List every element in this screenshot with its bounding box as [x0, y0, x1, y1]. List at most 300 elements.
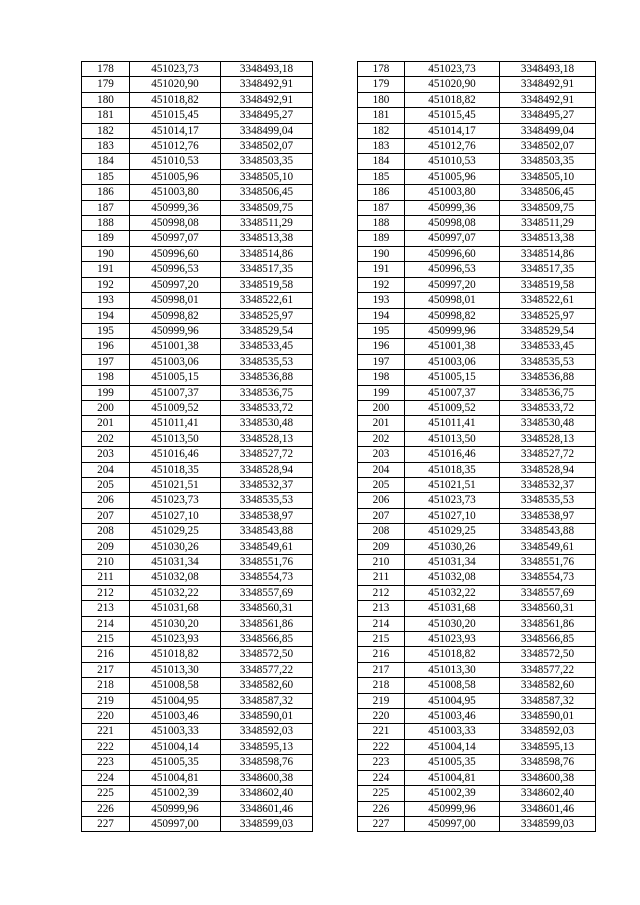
table-row	[82, 693, 596, 708]
column-gap	[313, 293, 358, 308]
right-x-coordinate-cell: 451005,35	[405, 755, 500, 770]
table-row	[82, 400, 596, 415]
left-y-coordinate-cell: 3348532,37	[221, 477, 313, 492]
left-x-coordinate-cell: 450999,36	[130, 200, 221, 215]
right-y-coordinate-cell: 3348505,10	[500, 169, 596, 184]
column-gap	[313, 632, 358, 647]
right-point-number-cell: 179	[358, 77, 405, 92]
left-point-number-cell: 201	[82, 416, 130, 431]
left-y-coordinate-cell: 3348505,10	[221, 169, 313, 184]
left-x-coordinate-cell: 451023,93	[130, 632, 221, 647]
right-y-coordinate-cell: 3348495,27	[500, 108, 596, 123]
column-gap	[313, 354, 358, 369]
right-point-number-cell: 200	[358, 400, 405, 415]
left-x-coordinate-cell: 451031,34	[130, 555, 221, 570]
left-y-coordinate-cell: 3348582,60	[221, 678, 313, 693]
column-gap	[313, 647, 358, 662]
left-point-number-cell: 222	[82, 739, 130, 754]
left-y-coordinate-cell: 3348495,27	[221, 108, 313, 123]
right-point-number-cell: 196	[358, 339, 405, 354]
table-row	[82, 477, 596, 492]
right-x-coordinate-cell: 451012,76	[405, 139, 500, 154]
table-row	[82, 216, 596, 231]
column-gap	[313, 585, 358, 600]
left-x-coordinate-cell: 451018,35	[130, 462, 221, 477]
left-x-coordinate-cell: 451013,50	[130, 431, 221, 446]
left-y-coordinate-cell: 3348502,07	[221, 139, 313, 154]
right-point-number-cell: 189	[358, 231, 405, 246]
column-gap	[313, 108, 358, 123]
left-point-number-cell: 194	[82, 308, 130, 323]
table-row	[82, 139, 596, 154]
left-y-coordinate-cell: 3348533,45	[221, 339, 313, 354]
column-gap	[313, 246, 358, 261]
right-x-coordinate-cell: 451032,22	[405, 585, 500, 600]
table-row	[82, 647, 596, 662]
right-y-coordinate-cell: 3348522,61	[500, 293, 596, 308]
right-y-coordinate-cell: 3348554,73	[500, 570, 596, 585]
right-point-number-cell: 220	[358, 709, 405, 724]
column-gap	[313, 477, 358, 492]
table-row	[82, 77, 596, 92]
left-x-coordinate-cell: 451003,06	[130, 354, 221, 369]
left-x-coordinate-cell: 451004,81	[130, 770, 221, 785]
table-row	[82, 246, 596, 261]
right-point-number-cell: 211	[358, 570, 405, 585]
right-point-number-cell: 213	[358, 601, 405, 616]
left-y-coordinate-cell: 3348577,22	[221, 662, 313, 677]
table-row	[82, 770, 596, 785]
left-x-coordinate-cell: 451030,20	[130, 616, 221, 631]
left-y-coordinate-cell: 3348557,69	[221, 585, 313, 600]
right-x-coordinate-cell: 451018,82	[405, 92, 500, 107]
right-point-number-cell: 210	[358, 555, 405, 570]
left-y-coordinate-cell: 3348493,18	[221, 62, 313, 77]
right-x-coordinate-cell: 451010,53	[405, 154, 500, 169]
column-gap	[313, 555, 358, 570]
right-point-number-cell: 180	[358, 92, 405, 107]
left-x-coordinate-cell: 451032,08	[130, 570, 221, 585]
left-x-coordinate-cell: 451003,80	[130, 185, 221, 200]
left-point-number-cell: 184	[82, 154, 130, 169]
left-y-coordinate-cell: 3348519,58	[221, 277, 313, 292]
right-y-coordinate-cell: 3348535,53	[500, 493, 596, 508]
column-gap	[313, 92, 358, 107]
left-point-number-cell: 214	[82, 616, 130, 631]
table-row	[82, 447, 596, 462]
left-x-coordinate-cell: 451010,53	[130, 154, 221, 169]
table-row	[82, 462, 596, 477]
right-point-number-cell: 218	[358, 678, 405, 693]
right-x-coordinate-cell: 451018,82	[405, 647, 500, 662]
left-x-coordinate-cell: 451015,45	[130, 108, 221, 123]
right-x-coordinate-cell: 451011,41	[405, 416, 500, 431]
right-point-number-cell: 225	[358, 786, 405, 801]
table-row	[82, 601, 596, 616]
right-point-number-cell: 186	[358, 185, 405, 200]
right-y-coordinate-cell: 3348538,97	[500, 508, 596, 523]
right-x-coordinate-cell: 451016,46	[405, 447, 500, 462]
right-y-coordinate-cell: 3348527,72	[500, 447, 596, 462]
right-y-coordinate-cell: 3348560,31	[500, 601, 596, 616]
right-x-coordinate-cell: 451001,38	[405, 339, 500, 354]
right-point-number-cell: 222	[358, 739, 405, 754]
right-point-number-cell: 201	[358, 416, 405, 431]
left-point-number-cell: 212	[82, 585, 130, 600]
right-point-number-cell: 183	[358, 139, 405, 154]
table-row	[82, 616, 596, 631]
right-point-number-cell: 197	[358, 354, 405, 369]
right-y-coordinate-cell: 3348506,45	[500, 185, 596, 200]
left-y-coordinate-cell: 3348492,91	[221, 77, 313, 92]
right-x-coordinate-cell: 451023,73	[405, 493, 500, 508]
column-gap	[313, 693, 358, 708]
right-x-coordinate-cell: 451002,39	[405, 786, 500, 801]
left-point-number-cell: 209	[82, 539, 130, 554]
right-x-coordinate-cell: 451003,33	[405, 724, 500, 739]
left-point-number-cell: 216	[82, 647, 130, 662]
right-x-coordinate-cell: 451005,15	[405, 370, 500, 385]
table-row	[82, 724, 596, 739]
left-point-number-cell: 178	[82, 62, 130, 77]
left-y-coordinate-cell: 3348522,61	[221, 293, 313, 308]
left-y-coordinate-cell: 3348509,75	[221, 200, 313, 215]
left-y-coordinate-cell: 3348506,45	[221, 185, 313, 200]
right-x-coordinate-cell: 450998,82	[405, 308, 500, 323]
right-y-coordinate-cell: 3348601,46	[500, 801, 596, 816]
right-x-coordinate-cell: 451005,96	[405, 169, 500, 184]
table-row	[82, 755, 596, 770]
coordinate-table-page	[81, 61, 595, 832]
left-point-number-cell: 192	[82, 277, 130, 292]
left-y-coordinate-cell: 3348511,29	[221, 216, 313, 231]
table-row	[82, 339, 596, 354]
table-row	[82, 632, 596, 647]
right-y-coordinate-cell: 3348599,03	[500, 816, 596, 831]
right-x-coordinate-cell: 451008,58	[405, 678, 500, 693]
left-x-coordinate-cell: 451005,35	[130, 755, 221, 770]
right-x-coordinate-cell: 451030,26	[405, 539, 500, 554]
right-y-coordinate-cell: 3348532,37	[500, 477, 596, 492]
column-gap	[313, 200, 358, 215]
right-point-number-cell: 204	[358, 462, 405, 477]
column-gap	[313, 416, 358, 431]
table-row	[82, 570, 596, 585]
right-y-coordinate-cell: 3348533,72	[500, 400, 596, 415]
table-row	[82, 416, 596, 431]
left-x-coordinate-cell: 451012,76	[130, 139, 221, 154]
column-gap	[313, 616, 358, 631]
left-point-number-cell: 191	[82, 262, 130, 277]
left-point-number-cell: 196	[82, 339, 130, 354]
left-y-coordinate-cell: 3348527,72	[221, 447, 313, 462]
left-point-number-cell: 208	[82, 524, 130, 539]
right-y-coordinate-cell: 3348533,45	[500, 339, 596, 354]
right-y-coordinate-cell: 3348517,35	[500, 262, 596, 277]
left-point-number-cell: 203	[82, 447, 130, 462]
right-y-coordinate-cell: 3348536,88	[500, 370, 596, 385]
column-gap	[313, 786, 358, 801]
left-y-coordinate-cell: 3348595,13	[221, 739, 313, 754]
right-x-coordinate-cell: 450999,36	[405, 200, 500, 215]
right-y-coordinate-cell: 3348557,69	[500, 585, 596, 600]
column-gap	[313, 770, 358, 785]
right-point-number-cell: 191	[358, 262, 405, 277]
left-point-number-cell: 219	[82, 693, 130, 708]
right-y-coordinate-cell: 3348493,18	[500, 62, 596, 77]
left-x-coordinate-cell: 451008,58	[130, 678, 221, 693]
right-y-coordinate-cell: 3348502,07	[500, 139, 596, 154]
column-gap	[313, 262, 358, 277]
table-row	[82, 786, 596, 801]
right-y-coordinate-cell: 3348577,22	[500, 662, 596, 677]
right-point-number-cell: 181	[358, 108, 405, 123]
right-x-coordinate-cell: 451030,20	[405, 616, 500, 631]
table-row	[82, 92, 596, 107]
column-gap	[313, 154, 358, 169]
table-row	[82, 739, 596, 754]
right-y-coordinate-cell: 3348514,86	[500, 246, 596, 261]
right-x-coordinate-cell: 450997,00	[405, 816, 500, 831]
left-x-coordinate-cell: 451027,10	[130, 508, 221, 523]
right-x-coordinate-cell: 450996,60	[405, 246, 500, 261]
table-row	[82, 293, 596, 308]
table-row	[82, 385, 596, 400]
table-row	[82, 370, 596, 385]
left-y-coordinate-cell: 3348529,54	[221, 323, 313, 338]
right-x-coordinate-cell: 451015,45	[405, 108, 500, 123]
left-x-coordinate-cell: 451013,30	[130, 662, 221, 677]
right-y-coordinate-cell: 3348549,61	[500, 539, 596, 554]
right-y-coordinate-cell: 3348572,50	[500, 647, 596, 662]
left-y-coordinate-cell: 3348566,85	[221, 632, 313, 647]
table-row	[82, 308, 596, 323]
left-x-coordinate-cell: 451011,41	[130, 416, 221, 431]
left-y-coordinate-cell: 3348554,73	[221, 570, 313, 585]
right-x-coordinate-cell: 450998,01	[405, 293, 500, 308]
column-gap	[313, 493, 358, 508]
left-point-number-cell: 215	[82, 632, 130, 647]
column-gap	[313, 277, 358, 292]
right-x-coordinate-cell: 450999,96	[405, 801, 500, 816]
right-point-number-cell: 185	[358, 169, 405, 184]
right-point-number-cell: 214	[358, 616, 405, 631]
right-x-coordinate-cell: 451023,73	[405, 62, 500, 77]
left-x-coordinate-cell: 450997,00	[130, 816, 221, 831]
left-point-number-cell: 195	[82, 323, 130, 338]
right-x-coordinate-cell: 450996,53	[405, 262, 500, 277]
column-gap	[313, 816, 358, 831]
left-point-number-cell: 197	[82, 354, 130, 369]
right-point-number-cell: 212	[358, 585, 405, 600]
right-y-coordinate-cell: 3348602,40	[500, 786, 596, 801]
left-x-coordinate-cell: 451029,25	[130, 524, 221, 539]
left-y-coordinate-cell: 3348499,04	[221, 123, 313, 138]
table-row	[82, 493, 596, 508]
table-row	[82, 508, 596, 523]
left-y-coordinate-cell: 3348530,48	[221, 416, 313, 431]
table-row	[82, 524, 596, 539]
right-y-coordinate-cell: 3348492,91	[500, 92, 596, 107]
left-y-coordinate-cell: 3348601,46	[221, 801, 313, 816]
right-x-coordinate-cell: 451003,06	[405, 354, 500, 369]
left-x-coordinate-cell: 450999,96	[130, 323, 221, 338]
column-gap	[313, 370, 358, 385]
left-y-coordinate-cell: 3348572,50	[221, 647, 313, 662]
column-gap	[313, 308, 358, 323]
column-gap	[313, 662, 358, 677]
right-y-coordinate-cell: 3348582,60	[500, 678, 596, 693]
right-y-coordinate-cell: 3348528,13	[500, 431, 596, 446]
right-point-number-cell: 215	[358, 632, 405, 647]
left-x-coordinate-cell: 451003,46	[130, 709, 221, 724]
left-y-coordinate-cell: 3348590,01	[221, 709, 313, 724]
left-point-number-cell: 183	[82, 139, 130, 154]
column-gap	[313, 447, 358, 462]
left-x-coordinate-cell: 451014,17	[130, 123, 221, 138]
table-row	[82, 154, 596, 169]
right-point-number-cell: 216	[358, 647, 405, 662]
right-point-number-cell: 227	[358, 816, 405, 831]
column-gap	[313, 139, 358, 154]
column-gap	[313, 601, 358, 616]
left-point-number-cell: 190	[82, 246, 130, 261]
right-y-coordinate-cell: 3348525,97	[500, 308, 596, 323]
left-y-coordinate-cell: 3348513,38	[221, 231, 313, 246]
table-row	[82, 816, 596, 831]
right-y-coordinate-cell: 3348530,48	[500, 416, 596, 431]
left-point-number-cell: 213	[82, 601, 130, 616]
right-x-coordinate-cell: 451020,90	[405, 77, 500, 92]
right-point-number-cell: 192	[358, 277, 405, 292]
table-row	[82, 354, 596, 369]
right-x-coordinate-cell: 451031,34	[405, 555, 500, 570]
right-y-coordinate-cell: 3348595,13	[500, 739, 596, 754]
right-x-coordinate-cell: 451003,46	[405, 709, 500, 724]
right-point-number-cell: 209	[358, 539, 405, 554]
left-x-coordinate-cell: 451021,51	[130, 477, 221, 492]
right-x-coordinate-cell: 451003,80	[405, 185, 500, 200]
right-y-coordinate-cell: 3348519,58	[500, 277, 596, 292]
left-y-coordinate-cell: 3348592,03	[221, 724, 313, 739]
table-row	[82, 801, 596, 816]
left-point-number-cell: 227	[82, 816, 130, 831]
left-point-number-cell: 189	[82, 231, 130, 246]
right-point-number-cell: 198	[358, 370, 405, 385]
table-row	[82, 277, 596, 292]
left-y-coordinate-cell: 3348533,72	[221, 400, 313, 415]
right-x-coordinate-cell: 451013,30	[405, 662, 500, 677]
column-gap	[313, 678, 358, 693]
left-x-coordinate-cell: 451016,46	[130, 447, 221, 462]
right-point-number-cell: 187	[358, 200, 405, 215]
left-y-coordinate-cell: 3348587,32	[221, 693, 313, 708]
right-point-number-cell: 194	[358, 308, 405, 323]
left-point-number-cell: 182	[82, 123, 130, 138]
left-x-coordinate-cell: 451007,37	[130, 385, 221, 400]
right-x-coordinate-cell: 451021,51	[405, 477, 500, 492]
left-y-coordinate-cell: 3348560,31	[221, 601, 313, 616]
left-x-coordinate-cell: 450998,08	[130, 216, 221, 231]
right-y-coordinate-cell: 3348535,53	[500, 354, 596, 369]
table-row	[82, 323, 596, 338]
left-point-number-cell: 210	[82, 555, 130, 570]
right-x-coordinate-cell: 451004,95	[405, 693, 500, 708]
left-x-coordinate-cell: 450997,07	[130, 231, 221, 246]
left-point-number-cell: 180	[82, 92, 130, 107]
column-gap	[313, 169, 358, 184]
left-point-number-cell: 188	[82, 216, 130, 231]
left-point-number-cell: 198	[82, 370, 130, 385]
right-x-coordinate-cell: 450999,96	[405, 323, 500, 338]
right-point-number-cell: 199	[358, 385, 405, 400]
table-row	[82, 231, 596, 246]
right-y-coordinate-cell: 3348528,94	[500, 462, 596, 477]
right-y-coordinate-cell: 3348529,54	[500, 323, 596, 338]
left-point-number-cell: 225	[82, 786, 130, 801]
left-point-number-cell: 207	[82, 508, 130, 523]
table-row	[82, 678, 596, 693]
right-point-number-cell: 190	[358, 246, 405, 261]
column-gap	[313, 77, 358, 92]
left-y-coordinate-cell: 3348503,35	[221, 154, 313, 169]
right-y-coordinate-cell: 3348499,04	[500, 123, 596, 138]
left-point-number-cell: 205	[82, 477, 130, 492]
column-gap	[313, 431, 358, 446]
right-y-coordinate-cell: 3348503,35	[500, 154, 596, 169]
right-point-number-cell: 184	[358, 154, 405, 169]
left-y-coordinate-cell: 3348543,88	[221, 524, 313, 539]
column-gap	[313, 739, 358, 754]
table-row	[82, 169, 596, 184]
table-row	[82, 123, 596, 138]
left-x-coordinate-cell: 450996,53	[130, 262, 221, 277]
left-point-number-cell: 226	[82, 801, 130, 816]
right-y-coordinate-cell: 3348543,88	[500, 524, 596, 539]
left-y-coordinate-cell: 3348536,75	[221, 385, 313, 400]
left-point-number-cell: 221	[82, 724, 130, 739]
left-point-number-cell: 200	[82, 400, 130, 415]
left-y-coordinate-cell: 3348599,03	[221, 816, 313, 831]
right-point-number-cell: 206	[358, 493, 405, 508]
right-x-coordinate-cell: 451007,37	[405, 385, 500, 400]
table-row	[82, 185, 596, 200]
left-y-coordinate-cell: 3348549,61	[221, 539, 313, 554]
left-x-coordinate-cell: 451004,14	[130, 739, 221, 754]
left-x-coordinate-cell: 451030,26	[130, 539, 221, 554]
left-point-number-cell: 217	[82, 662, 130, 677]
left-x-coordinate-cell: 451002,39	[130, 786, 221, 801]
right-y-coordinate-cell: 3348536,75	[500, 385, 596, 400]
left-y-coordinate-cell: 3348598,76	[221, 755, 313, 770]
left-x-coordinate-cell: 450998,01	[130, 293, 221, 308]
column-gap	[313, 570, 358, 585]
right-x-coordinate-cell: 451004,14	[405, 739, 500, 754]
right-point-number-cell: 178	[358, 62, 405, 77]
coordinate-table	[81, 61, 596, 832]
right-x-coordinate-cell: 451014,17	[405, 123, 500, 138]
left-x-coordinate-cell: 450999,96	[130, 801, 221, 816]
left-y-coordinate-cell: 3348517,35	[221, 262, 313, 277]
column-gap	[313, 508, 358, 523]
left-y-coordinate-cell: 3348538,97	[221, 508, 313, 523]
right-x-coordinate-cell: 451023,93	[405, 632, 500, 647]
right-point-number-cell: 195	[358, 323, 405, 338]
left-y-coordinate-cell: 3348551,76	[221, 555, 313, 570]
right-y-coordinate-cell: 3348513,38	[500, 231, 596, 246]
right-y-coordinate-cell: 3348511,29	[500, 216, 596, 231]
left-x-coordinate-cell: 450998,82	[130, 308, 221, 323]
